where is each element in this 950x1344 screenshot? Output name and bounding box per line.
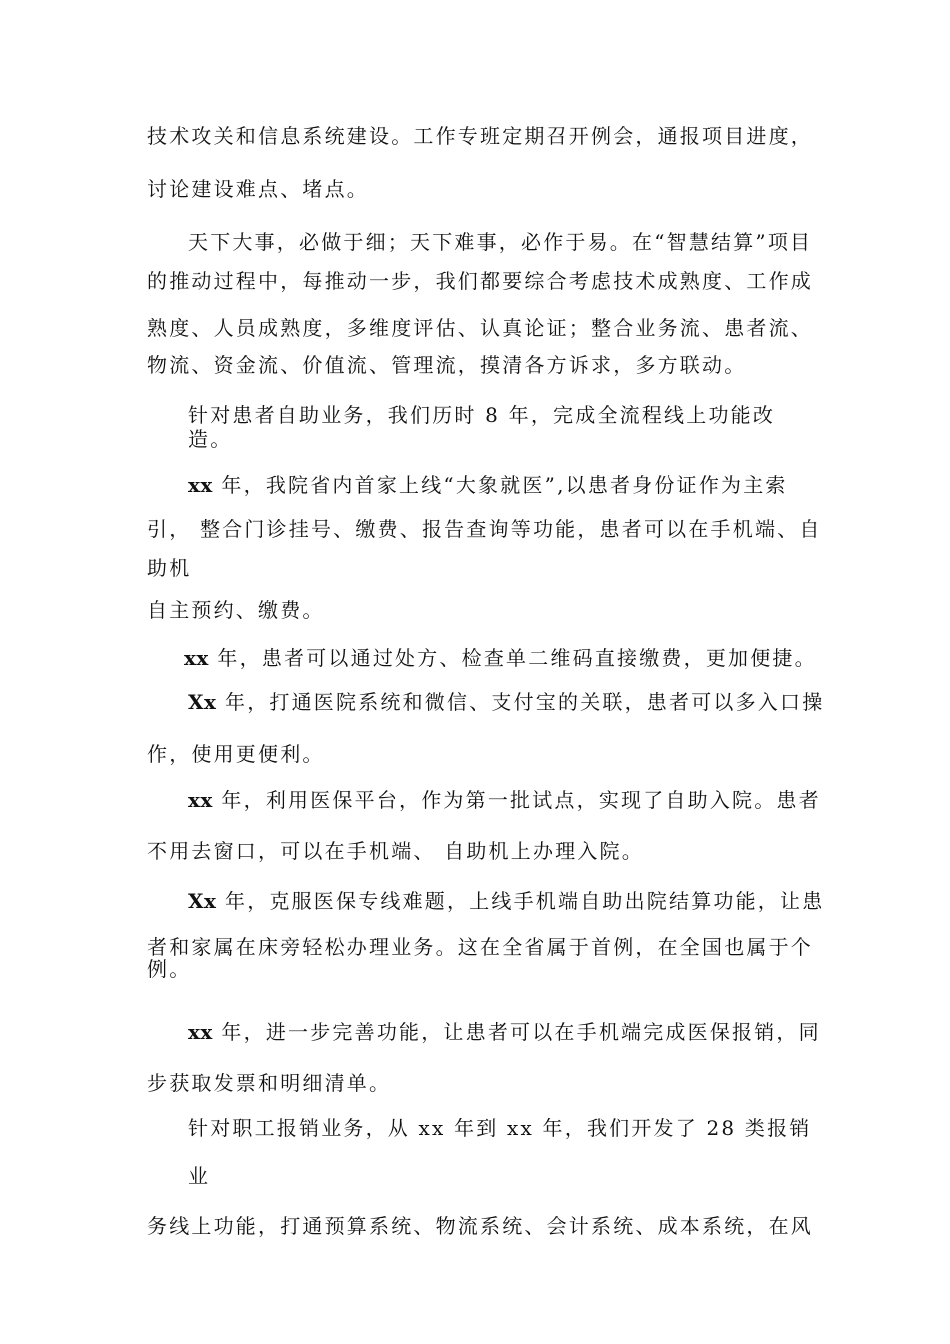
- text-line: 技术攻关和信息系统建设。工作专班定期召开例会，通报项目进度，: [147, 124, 813, 148]
- text-line: 例。: [147, 957, 192, 981]
- text-line: [188, 1018, 821, 1046]
- text-line: 天下大事，必做于细；天下难事，必作于易。在“智慧结算”项目: [188, 230, 813, 254]
- text-line: 务线上功能，打通预算系统、物流系统、会计系统、成本系统，在风: [147, 1214, 813, 1238]
- year-label: Xx: [188, 889, 217, 913]
- text-line: 者和家属在床旁轻松办理业务。这在全省属于首例，在全国也属于个: [147, 935, 813, 959]
- text-line: [188, 786, 821, 814]
- line-text: 年，患者可以通过处方、检查单二维码直接缴费，更加便捷。: [208, 646, 817, 670]
- text-line: [188, 887, 824, 915]
- text-line: 造。: [188, 427, 233, 451]
- line-text: 年，利用医保平台，作为第一批试点，实现了自助入院。患者: [212, 788, 821, 812]
- text-line: 引， 整合门诊挂号、缴费、报告查询等功能，患者可以在手机端、自: [147, 517, 822, 541]
- line-text: 年，打通医院系统和微信、支付宝的关联，患者可以多入口操: [216, 690, 825, 714]
- year-label: Xx: [188, 690, 217, 714]
- text-line: 熟度、人员成熟度，多维度评估、认真论证；整合业务流、患者流、: [147, 316, 813, 340]
- text-line: 助机: [147, 556, 192, 580]
- year-label: xx: [188, 473, 213, 497]
- year-label: xx: [188, 788, 213, 812]
- text-line: 业: [188, 1164, 211, 1188]
- line-text: 年，进一步完善功能，让患者可以在手机端完成医保报销，同: [212, 1020, 821, 1044]
- text-line: [184, 644, 817, 672]
- text-line: 自主预约、缴费。: [147, 598, 325, 622]
- year-label: xx: [184, 646, 209, 670]
- text-line: 针对患者自助业务，我们历时 8 年，完成全流程线上功能改: [188, 403, 776, 427]
- text-line: 作，使用更便利。: [147, 742, 325, 766]
- text-line: 步获取发票和明细清单。: [147, 1071, 392, 1095]
- text-line: 针对职工报销业务，从 xx 年到 xx 年，我们开发了 28 类报销: [188, 1116, 812, 1140]
- line-text: 年，克服医保专线难题，上线手机端自助出院结算功能，让患: [216, 889, 825, 913]
- text-line: 物流、资金流、价值流、管理流，摸清各方诉求，多方联动。: [147, 353, 747, 377]
- year-label: xx: [188, 1020, 213, 1044]
- text-line: [188, 471, 788, 499]
- text-line: 不用去窗口，可以在手机端、 自助机上办理入院。: [147, 839, 644, 863]
- text-line: 讨论建设难点、堵点。: [147, 177, 369, 201]
- text-line: [188, 688, 824, 716]
- text-line: 的推动过程中，每推动一步，我们都要综合考虑技术成熟度、工作成: [147, 269, 813, 293]
- line-text: 年，我院省内首家上线“大象就医”,以患者身份证作为主索: [212, 473, 788, 497]
